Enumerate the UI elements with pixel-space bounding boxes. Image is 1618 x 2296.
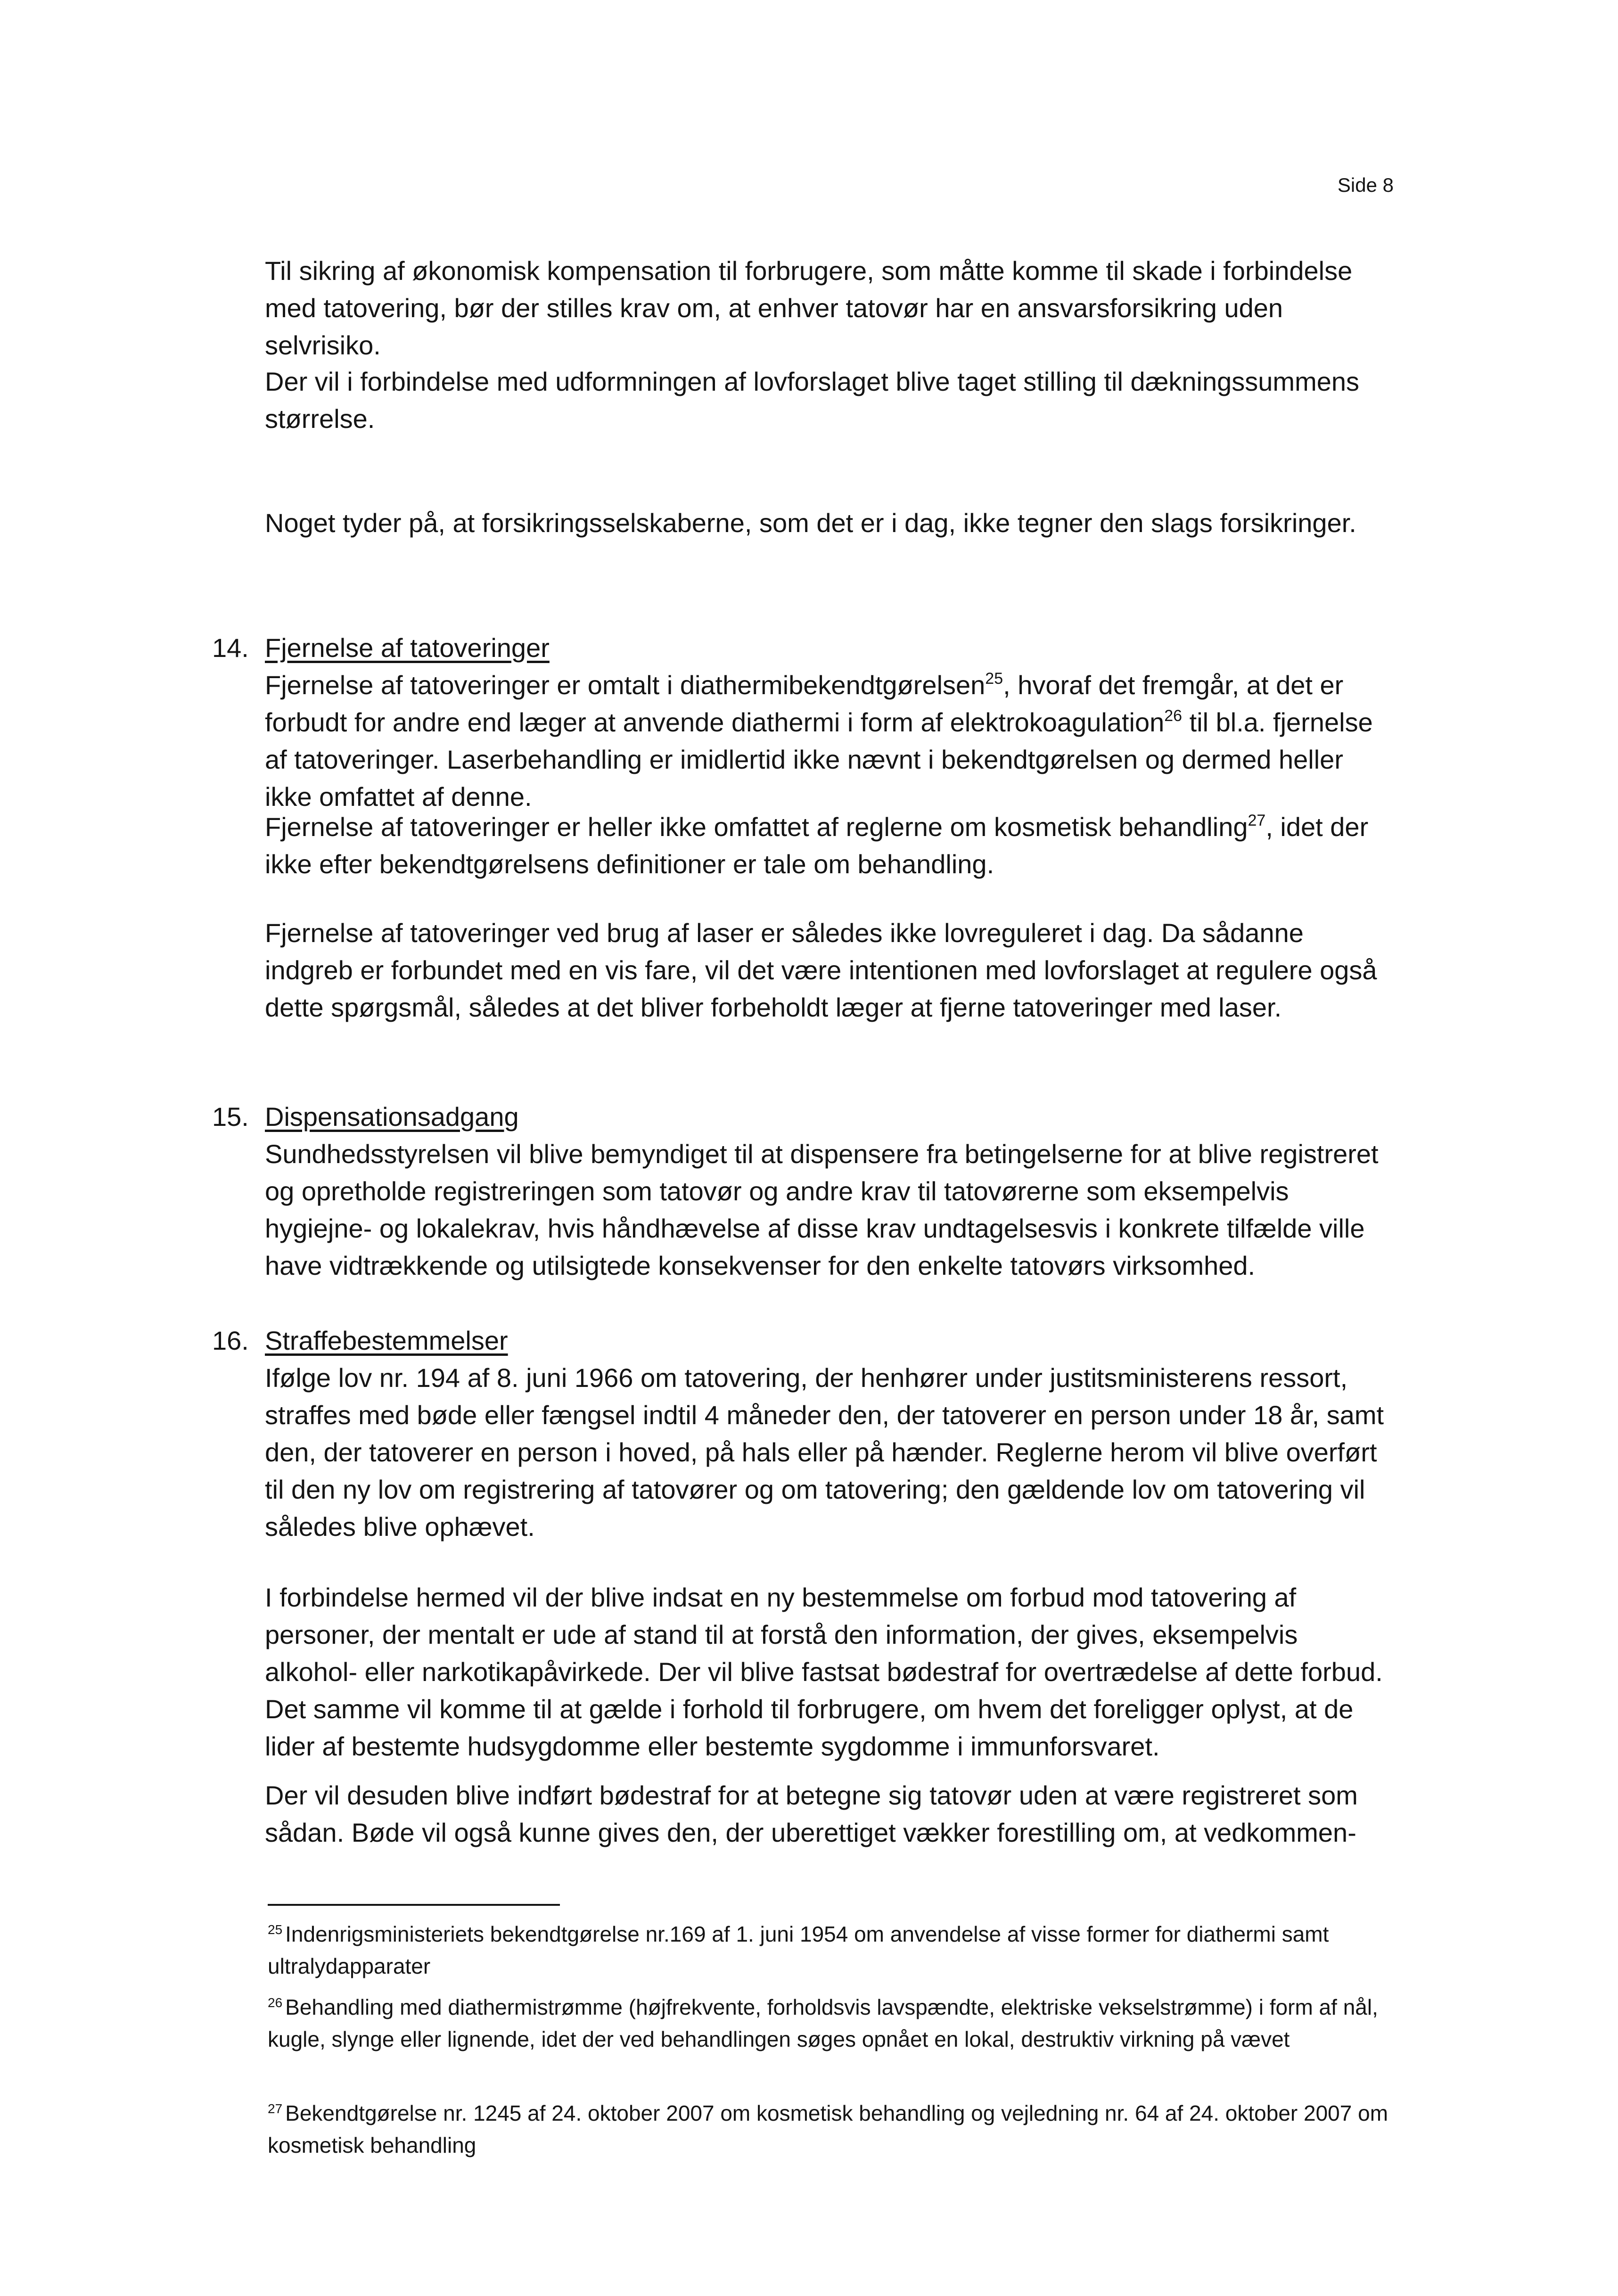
section-paragraph: Fjernelse af tatoveringer er omtalt i diathermibekendtgørelsen$^{25}$, hvoraf det fremgår, at det er forbudt for andre end læger at anvende diathermi i form af elektrokoagulation$^{26}$ til bl.a. fjernelse af tatoveringer. Laserbehandling er imidlertid ikke nævnt i bekendtgørelsen og dermed heller ikke omfattet af denne. (265, 670, 1373, 812)
section-heading: Fjernelse af tatoveringer (265, 633, 550, 663)
footnote-ref: 25 (985, 670, 1003, 688)
footnote-mark: 27 (268, 2101, 283, 2116)
section-number: 16. (212, 1326, 249, 1355)
footnote-27: $^{27}$ Bekendtgørelse nr. 1245 af 24. oktober 2007 om kosmetisk behandling og vejledning nr. 64 af 24. oktober 2007 om kosmetisk behandling (268, 2101, 1388, 2157)
section-paragraph: Fjernelse af tatoveringer er heller ikke omfattet af reglerne om kosmetisk behandling$^{27}$, idet der ikke efter bekendtgørelsens definitioner er tale om behandling. (265, 812, 1369, 879)
footnote-ref: 27 (1248, 812, 1266, 829)
section-paragraph: I forbindelse hermed vil der blive indsat en ny bestemmelse om forbud mod tatovering af personer, der mentalt er ude af stand til at forstå den information, der gives, eksempelvis alkohol- eller narkotikapåvirkede. Der vil blive fastsat bødestraf for overtrædelse af dette forbud. Det samme vil komme til at gælde i forhold til forbrugere, om hvem det foreligger oplyst, at de lider af bestemte hudsygdomme eller bestemte sygdomme i immunforsvaret. (265, 1583, 1383, 1761)
section-number: 14. (212, 633, 249, 663)
section-heading: Straffebestemmelser (265, 1326, 508, 1355)
footnote-separator (268, 1904, 560, 1906)
intro-paragraph-1: Til sikring af økonomisk kompensation til forbrugere, som måtte komme til skade i forbindelse med tatovering, bør der stilles krav om, at enhver tatovør har en ansvarsforsikring uden selvrisiko. (265, 256, 1353, 360)
footnote-25: $^{25}$ Indenrigsministeriets bekendtgørelse nr.169 af 1. juni 1954 om anvendelse af visse former for diathermi samt ultralydapparater (268, 1922, 1329, 1978)
intro-paragraph-2: Der vil i forbindelse med udformningen af lovforslaget blive taget stilling til dækningssummens størrelse. (265, 367, 1360, 434)
intro-paragraph-3: Noget tyder på, at forsikringsselskaberne, som det er i dag, ikke tegner den slags forsikringer. (265, 508, 1356, 538)
footnote-mark: 25 (268, 1922, 283, 1937)
page-number: Side 8 (1337, 174, 1394, 196)
section-paragraph: Ifølge lov nr. 194 af 8. juni 1966 om tatovering, der henhører under justitsministerens ressort, straffes med bøde eller fængsel indtil 4 måneder den, der tatoverer en person under 18 år, samt den, der tatoverer en person i hoved, på hals eller på hænder. Reglerne herom vil blive overført til den ny lov om registrering af tatovører og om tatovering; den gældende lov om tatovering vil således blive ophævet. (265, 1363, 1384, 1542)
section-paragraph: Sundhedsstyrelsen vil blive bemyndiget til at dispensere fra betingelserne for at blive registreret og opretholde registreringen som tatovør og andre krav til tatovørerne som eksempelvis hygiejne- og lokalekrav, hvis håndhævelse af disse krav undtagelsesvis i konkrete tilfælde ville have vidtrækkende og utilsigtede konsekvenser for den enkelte tatovørs virksomhed. (265, 1139, 1379, 1280)
section-number: 15. (212, 1102, 249, 1132)
footnote-26: $^{26}$ Behandling med diathermistrømme (højfrekvente, forholdsvis lavspændte, elektriske vekselstrømme) i form af nål, kugle, slynge eller lignende, idet der ved behandlingen søges opnået en lokal, destruktiv virkning på vævet (268, 1995, 1378, 2051)
section-paragraph: Fjernelse af tatoveringer ved brug af laser er således ikke lovreguleret i dag. Da sådanne indgreb er forbundet med en vis fare, vil det være intentionen med lovforslaget at regulere også dette spørgsmål, således at det bliver forbeholdt læger at fjerne tatoveringer med laser. (265, 918, 1377, 1022)
section-paragraph: Der vil desuden blive indført bødestraf for at betegne sig tatovør uden at være registreret som sådan. Bøde vil også kunne gives den, der uberettiget vækker forestilling om, at vedkommen- (265, 1780, 1358, 1847)
section-heading: Dispensationsadgang (265, 1102, 519, 1132)
footnote-mark: 26 (268, 1995, 283, 2010)
footnote-ref: 26 (1164, 707, 1183, 725)
